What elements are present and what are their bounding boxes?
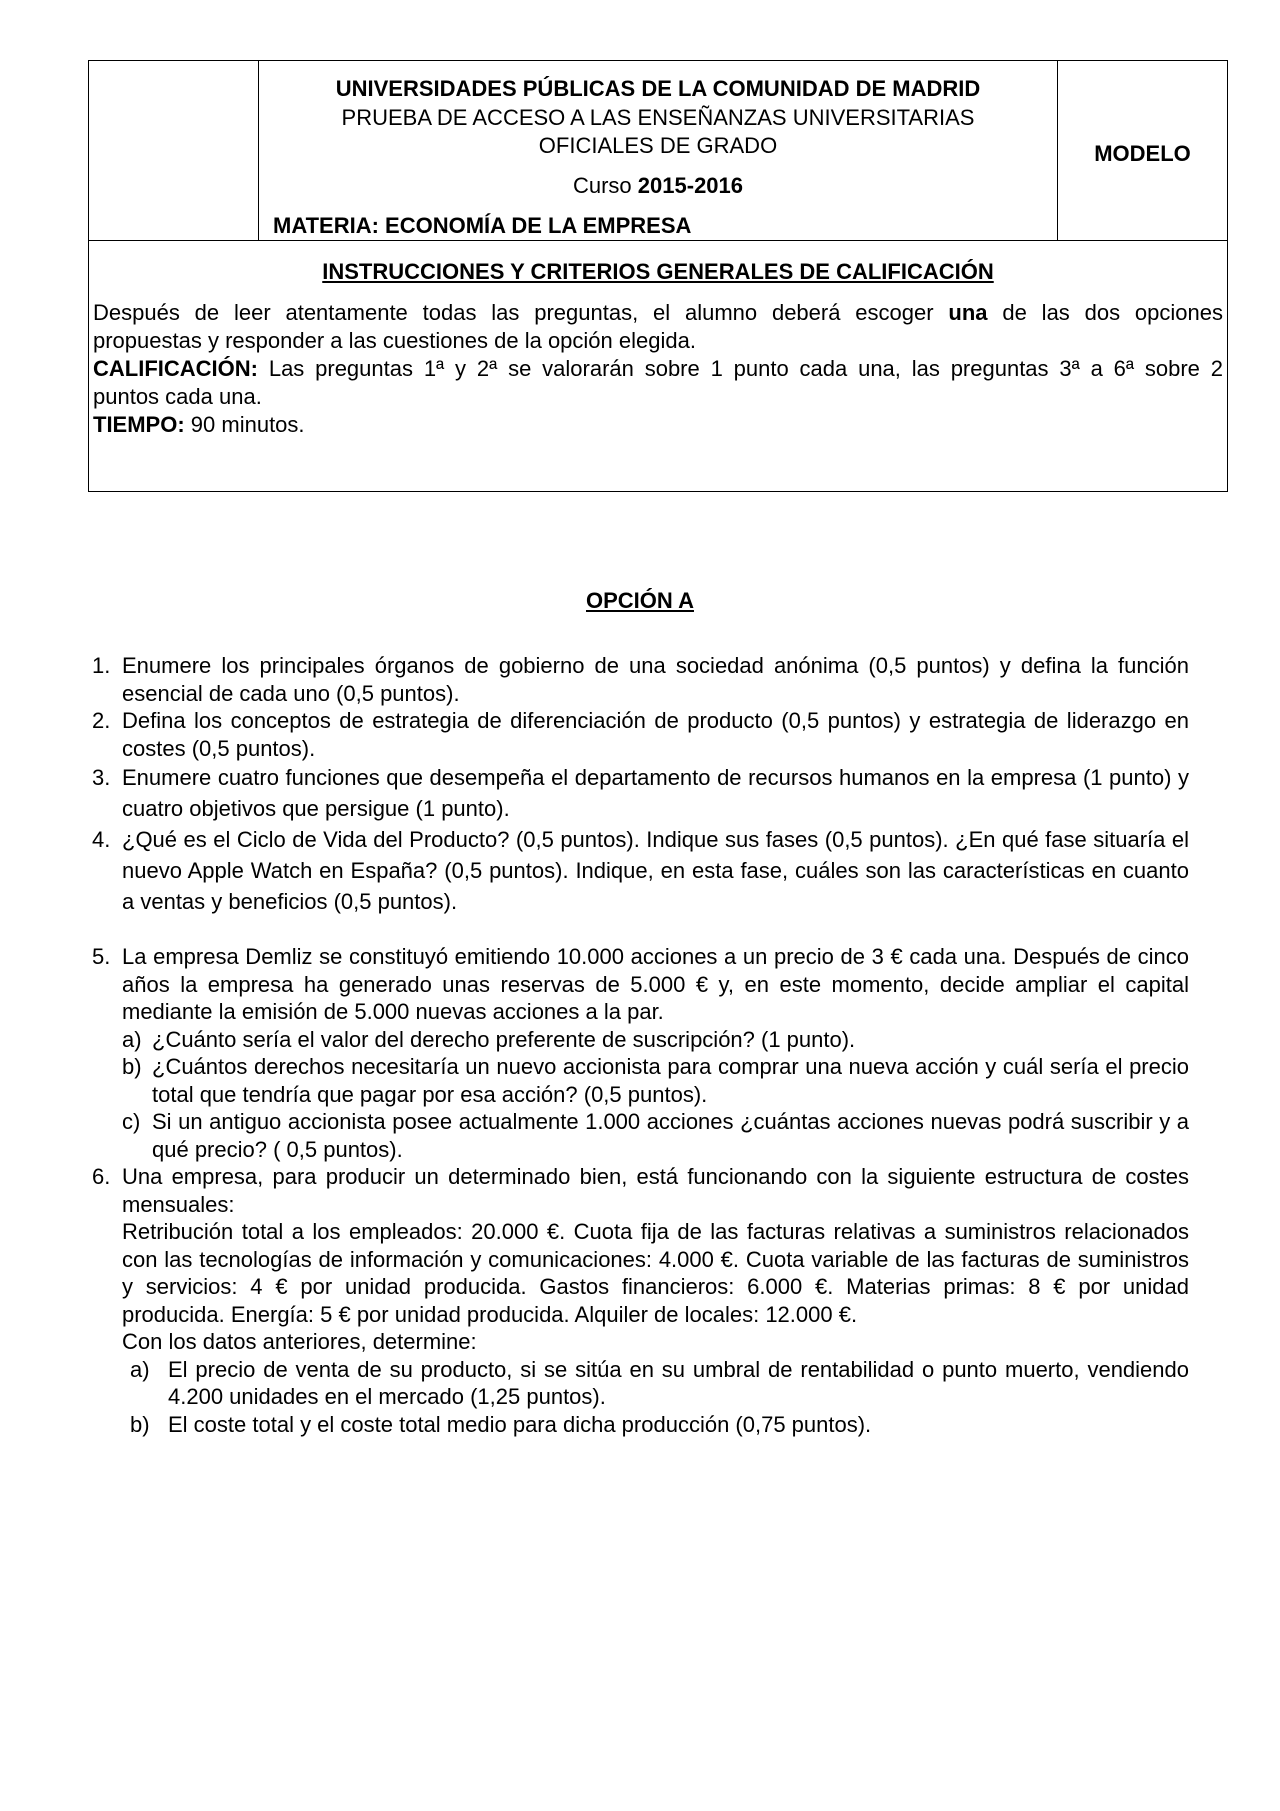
question-5: 5. La empresa Demliz se constituyó emitiendo 10.000 acciones a un precio de 3 € cada una. Después de cinco años la empresa ha generado unas reservas de 5.000 € y, en este momento, decide ampliar el capital mediante la emisión de 5.000 nuevas acciones a la par. a) ¿Cuánto sería el valor del derecho preferente de suscripción? (1 punto). b) ¿Cuántos derechos necesitaría un nuevo accionista para comprar una nueva acción y cuál sería el precio total que tendría que pagar por esa acción? (0,5 puntos). c) Si un antiguo accionista posee actualmente 1.000 acciones ¿cuántas acciones nuevas podrá suscribir y a qué precio? ( 0,5 puntos). (92, 944, 1189, 1162)
question-4: 4. ¿Qué es el Ciclo de Vida del Producto? (0,5 puntos). Indique sus fases (0,5 puntos). ¿En qué fase situaría el nuevo Apple Watch en España? (0,5 puntos). Indique, en esta fase, cuáles son las características en cuanto a ventas y beneficios (0,5 puntos). (92, 827, 1189, 914)
question-6b: b) El coste total y el coste total medio para dicha producción (0,75 puntos). (130, 1411, 872, 1437)
course-year (259, 173, 1057, 199)
instructions-title: INSTRUCCIONES Y CRITERIOS GENERALES DE CALIFICACIÓN (322, 259, 994, 284)
title-cell (259, 61, 1057, 240)
subject: MATERIA: ECONOMÍA DE LA EMPRESA (273, 213, 692, 238)
question-2: 2. Defina los conceptos de estrategia de diferenciación de producto (0,5 puntos) y estrategia de liderazgo en costes (0,5 puntos). (92, 708, 1189, 761)
option-a-title: OPCIÓN A (586, 588, 694, 613)
question-6-data: Retribución total a los empleados: 20.000 €. Cuota fija de las facturas relativas a suministros relacionados con las tecnologías de información y comunicaciones: 4.000 €. Cuota variable de las facturas de suministros y servicios: 4 € por unidad producida. Gastos financieros: 6.000 €. Materias primas: 8 € por unidad producida. Energía: 5 € por unidad producida. Alquiler de locales: 12.000 €. (122, 1219, 1189, 1327)
instructions-body (93, 299, 1223, 439)
grading-line2: puntos cada una. (93, 384, 262, 409)
exam-title-line2: OFICIALES DE GRADO (538, 133, 778, 158)
exam-title-line1: PRUEBA DE ACCESO A LAS ENSEÑANZAS UNIVERSITARIAS (341, 105, 975, 130)
course-year-value: 2015-2016 (637, 173, 744, 198)
exam-header-box (88, 60, 1228, 492)
model-label: MODELO (1094, 141, 1191, 166)
course-label: Curso (572, 173, 632, 198)
logo-cell (89, 61, 259, 240)
grading-line1: CALIFICACIÓN: Las preguntas 1ª y 2ª se valorarán sobre 1 punto cada una, las preguntas 3ª a 6ª sobre 2 (93, 356, 1223, 381)
questions-block-2 (92, 943, 1189, 1438)
question-6: 6. Una empresa, para producir un determinado bien, está funcionando con la siguiente estructura de costes mensuales: Retribución total a los empleados: 20.000 €. Cuota fija de las facturas relativas a suministros relacionados con las tecnologías de información y comunicaciones: 4.000 €. Cuota variable de las facturas de suministros y servicios: 4 € por unidad producida. Gastos financieros: 6.000 €. Materias primas: 8 € por unidad producida. Energía: 5 € por unidad producida. Alquiler de locales: 12.000 €. Con los datos anteriores, determine: a) El precio de venta de su producto, si se sitúa en su umbral de rentabilidad o punto muerto, vendiendo 4.200 unidades en el mercado (1,25 puntos). b) El coste total y el coste total medio para dicha producción (0,75 puntos). (92, 1164, 1189, 1437)
model-cell (1057, 61, 1227, 240)
question-3: 3. Enumere cuatro funciones que desempeña el departamento de recursos humanos en la empresa (1 punto) y cuatro objetivos que persigue (1 punto). (92, 765, 1189, 821)
university-name: UNIVERSIDADES PÚBLICAS DE LA COMUNIDAD DE MADRID (335, 76, 981, 101)
question-6-intro: Con los datos anteriores, determine: (122, 1329, 477, 1354)
question-5c: c) Si un antiguo accionista posee actualmente 1.000 acciones ¿cuántas acciones nuevas podrá suscribir y a qué precio? ( 0,5 puntos). (122, 1109, 1189, 1162)
instructions-line1: Después de leer atentamente todas las preguntas, el alumno deberá escoger una de las dos opciones (93, 300, 1223, 325)
question-1: 1. Enumere los principales órganos de gobierno de una sociedad anónima (0,5 puntos) y defina la función esencial de cada uno (0,5 puntos). (92, 653, 1189, 706)
question-5b: b) ¿Cuántos derechos necesitaría un nuevo accionista para comprar una nueva acción y cuál sería el precio total que tendría que pagar por esa acción? (0,5 puntos). (122, 1054, 1189, 1107)
exam-title (259, 104, 1057, 160)
question-6a: a) El precio de venta de su producto, si se sitúa en su umbral de rentabilidad o punto muerto, vendiendo 4.200 unidades en el mercado (1,25 puntos). (130, 1356, 1189, 1409)
instructions-line2: propuestas y responder a las cuestiones de la opción elegida. (93, 328, 696, 353)
question-5a: a) ¿Cuánto sería el valor del derecho preferente de suscripción? (1 punto). (122, 1026, 856, 1052)
time-line: TIEMPO: 90 minutos. (93, 412, 305, 437)
questions-block-1 (92, 652, 1189, 917)
header-row (89, 61, 1227, 241)
